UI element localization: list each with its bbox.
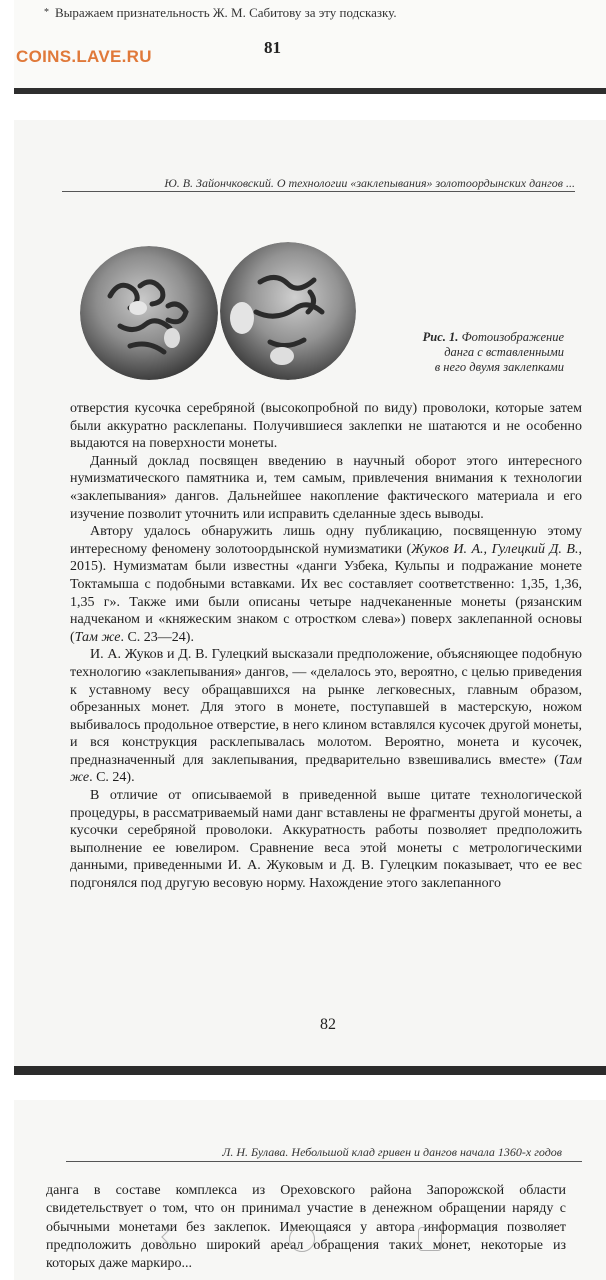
header-rule: [62, 191, 575, 192]
paragraph-4: [70, 646, 582, 787]
figure-caption: [374, 330, 564, 375]
next-page-fragment: [14, 1100, 606, 1280]
citation-authors: Жуков И. А., Гулецкий Д. В.: [411, 541, 579, 557]
body-text: [70, 400, 582, 893]
page-number-82: 82: [320, 1016, 336, 1033]
paragraph-4-text-a: И. А. Жуков и Д. В. Гулецкий высказали предположение, объясняющее подобную технологию «заклепывания» дангов, — «делалось это, вероятно, с целью приведения к уставному весу обращавшихся на рынке легковесных, главным образом, обрезанных монет. Для этого в монете, поступавшей в мастерскую, ножом выбивалось продольное отверстие, в него клином вставлялся кусочек другой монеты, и вся конструкция расклепывалась молотом. Вероятно, монета и кусочек, предназначенный для заклепывания, предварительно взвешивались вместе» (: [70, 647, 582, 768]
page-separator: [14, 1066, 606, 1075]
caption-line-1: Фотоизображение: [461, 330, 564, 344]
paragraph-4-text-b: . С. 24).: [89, 770, 135, 786]
site-watermark: COINS.LAVE.RU: [16, 47, 152, 66]
footnote-marker: *: [44, 7, 49, 18]
page-82: [14, 120, 606, 1075]
footnote: [44, 5, 397, 21]
page-81-fragment: [14, 0, 606, 92]
paragraph-1: отверстия кусочка серебряной (высокопробной по виду) проволоки, которые затем были аккуратно расклепаны. Получившиеся заклепки не шатаются и не особенно выдаются на поверхности монеты.: [70, 401, 582, 452]
body-text: данга в составе комплекса из Ореховского района Запорожской области свидетельствует о том, что он принимал участие в денежном обращении наряду с обычными монетами без заклепок. Имеющаяся у автора информация позволяет предположить довольно широкий ареал обращения таких монет, некоторые из которых даже маркиро...: [46, 1183, 566, 1272]
recent-apps-icon[interactable]: [418, 1227, 442, 1251]
coin-obverse-photo: [80, 246, 218, 380]
paragraph-3-text-a: Автору удалось обнаружить лишь одну публикацию, посвященную этому интересному феномену золотоордынской нумизматики (: [70, 524, 582, 557]
caption-line-3: в него двумя заклепками: [434, 360, 564, 374]
paragraph-3-text-b: , 2015). Нумизматам были известны «данги Узбека, Кульпы и подражание монете Токтамыша с подобными вставками. Их вес составляет соответственно: 1,35, 1,36, 1,35 г». Также ими были описаны четыре надчеканенные монеты (рязанским надчеканом и «княжеским знаком с отростком слева») поверх заклепанной основы (: [70, 541, 582, 645]
coin-reverse-photo: [220, 242, 356, 380]
paragraph-3-text-c: . С. 23—24).: [120, 629, 194, 645]
caption-line-2: данга с вставленными: [444, 345, 564, 359]
page-number-81: 81: [264, 38, 281, 57]
paragraph-3: [70, 523, 582, 646]
running-header: Л. Н. Булава. Небольшой клад гривен и дангов начала 1360-х годов: [222, 1145, 562, 1159]
figure-label: Рис. 1.: [422, 330, 459, 344]
footnote-text: Выражаем признательность Ж. М. Сабитову за эту подсказку.: [55, 5, 397, 20]
header-rule: [66, 1161, 582, 1162]
home-icon[interactable]: [289, 1226, 315, 1252]
citation-ibid: Там же: [70, 752, 582, 786]
page-separator: [14, 88, 606, 94]
running-header: Ю. В. Зайончковский. О технологии «заклепывания» золотоордынских дангов ...: [164, 176, 575, 190]
paragraph-5: В отличие от описываемой в приведенной выше цитате технологической процедуры, в рассматриваемый нами данг вставлены не фрагменты другой монеты, а кусочки серебряной проволоки. Аккуратность работы позволяет предположить выполнение ее ювелиром. Сравнение веса этой монеты с метрологическими данными, приведенными И. А. Жуковым и Д. В. Гулецким показывает, что ее вес подгонялся под другую весовую норму. Нахождение этого заклепанного: [70, 788, 582, 892]
citation-ibid: Там же: [74, 629, 121, 645]
paragraph-2: Данный доклад посвящен введению в научный оборот этого интересного нумизматического памятника и, тем самым, привлечения внимания к технологии «заклепывания» дангов. Дальнейшее накопление фактического материала и его изучение позволит уточнить или исправить сделанные здесь выводы.: [70, 453, 582, 522]
